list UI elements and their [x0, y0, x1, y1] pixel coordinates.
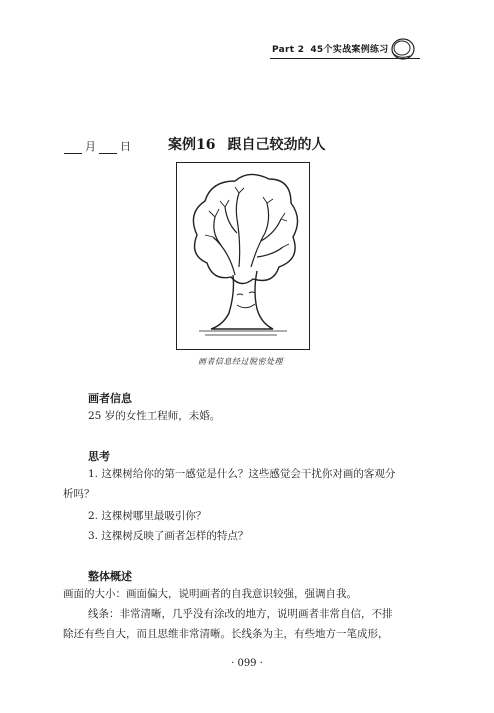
overview-size: 画面的大小：画面偏大，说明画者的自我意识较强，强调自我。 [63, 588, 357, 600]
think-heading: 思考 [88, 450, 110, 463]
date-line [63, 138, 133, 154]
artist-info-heading: 画者信息 [88, 392, 132, 405]
page-number: · 099 · [231, 658, 263, 669]
question-1-line2: 析吗？ [63, 488, 95, 500]
artist-info-text: 25 岁的女性工程师，未婚。 [88, 410, 221, 422]
tree-drawing-frame [176, 162, 310, 350]
case-name: 跟自己较劲的人 [227, 137, 326, 153]
running-header [272, 42, 389, 55]
tree-drawing-icon [177, 163, 308, 348]
swirl-ornament-icon [388, 36, 418, 62]
header-part: Part 2 [272, 45, 305, 55]
month-blank [64, 141, 82, 154]
figure-caption: 画者信息经过脱密处理 [198, 357, 283, 366]
case-number: 案例16 [168, 137, 216, 153]
question-3: 3. 这棵树反映了画者怎样的特点？ [88, 530, 249, 542]
question-1-line1: 1. 这棵树给你的第一感觉是什么？这些感觉会干扰你对画的客观分 [88, 468, 396, 480]
header-title: 45个实战案例练习 [310, 45, 389, 55]
question-2: 2. 这棵树哪里最吸引你？ [88, 510, 207, 522]
day-label: 日 [120, 140, 131, 153]
case-title [168, 134, 325, 154]
overview-heading: 整体概述 [88, 570, 132, 583]
overview-line-2: 除还有些自大，而且思维非常清晰。长线条为主，有些地方一笔成形， [63, 628, 389, 640]
month-label: 月 [85, 140, 96, 153]
day-blank [99, 141, 117, 154]
overview-line-1: 线条：非常清晰，几乎没有涂改的地方，说明画者非常自信，不排 [88, 608, 393, 620]
